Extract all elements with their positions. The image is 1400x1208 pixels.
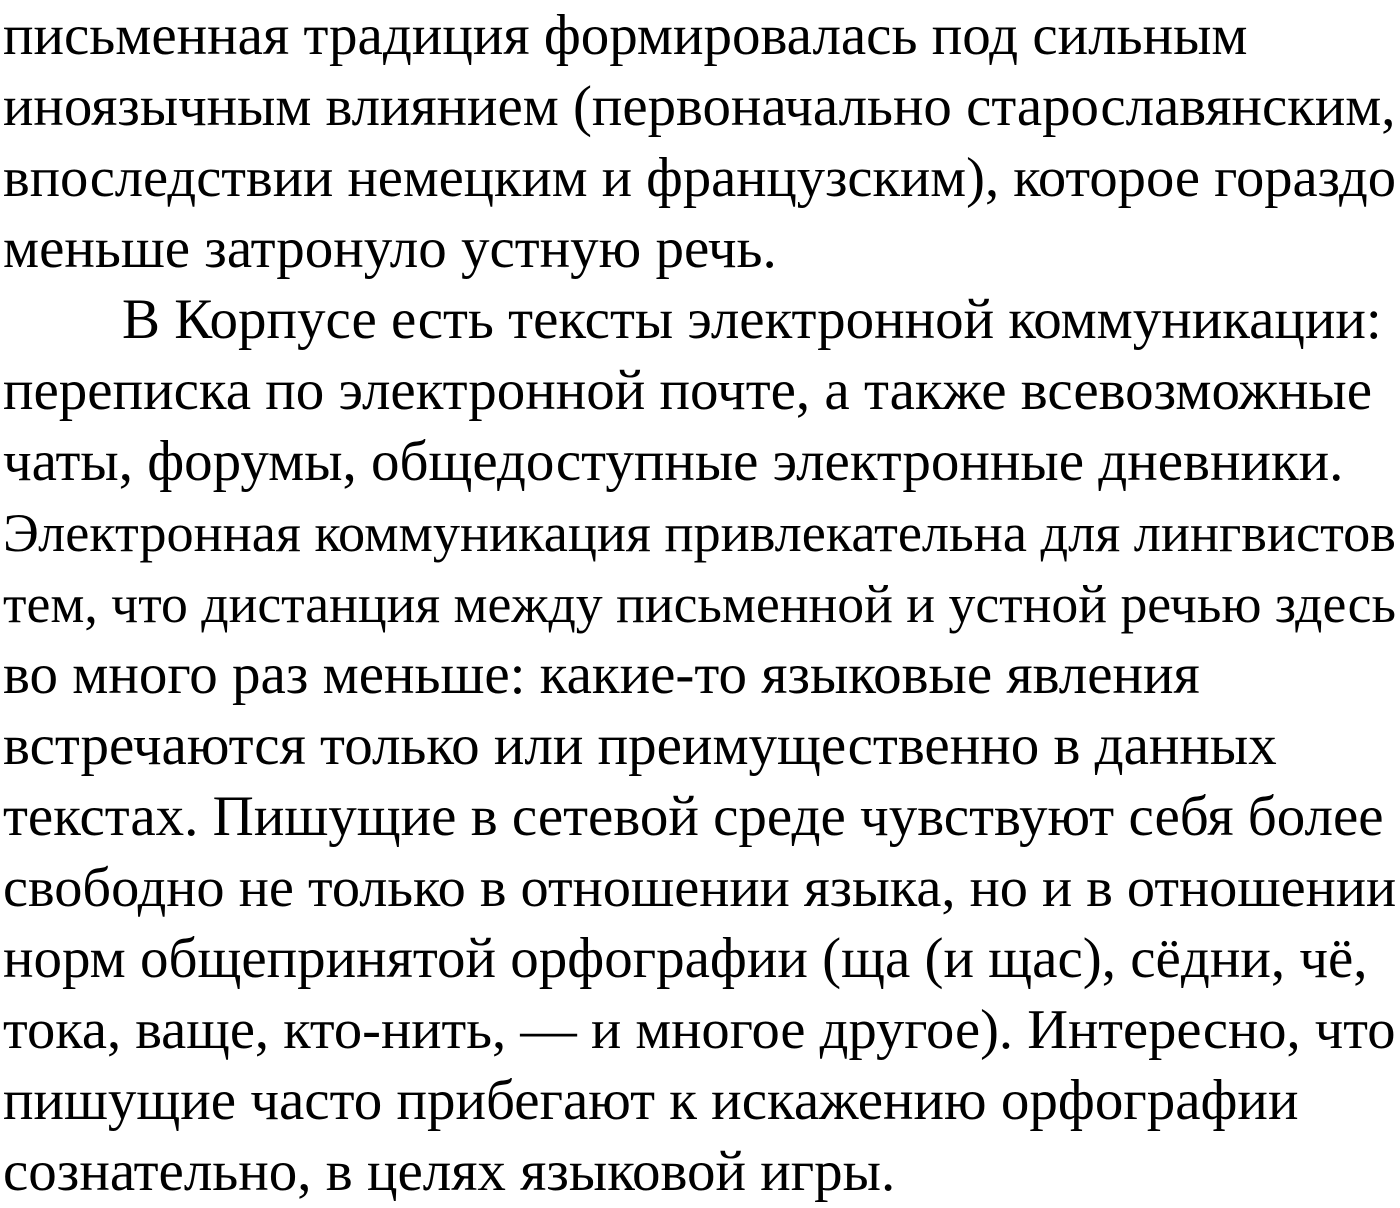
paragraph-2-line-7: встречаются только или преимущественно в данных — [3, 714, 1277, 777]
paragraph-2-line-11: тока, ваще, кто-нить, — и многое другое). Интересно, что — [3, 999, 1396, 1061]
paragraph-1-line-4: меньше затронуло устную речь. — [3, 217, 777, 280]
paragraph-2-line-5: тем, что дистанция между письменной и устной речью здесь — [3, 574, 1396, 634]
paragraph-1-line-1: письменная традиция формировалась под сильным — [3, 4, 1248, 67]
paragraph-2-line-10: норм общепринятой орфографии (ща (и щас), сёдни, чё, — [3, 927, 1368, 990]
paragraph-2-line-3: чаты, форумы, общедоступные электронные дневники. — [3, 430, 1344, 493]
paragraph-2-line-1: В Корпусе есть тексты электронной коммуникации: — [122, 288, 1382, 351]
paragraph-2-line-12: пишущие часто прибегают к искажению орфографии — [3, 1069, 1299, 1132]
paragraph-2-line-2: переписка по электронной почте, а также всевозможные — [3, 359, 1373, 422]
paragraph-1-line-3: впоследствии немецким и французским), которое гораздо — [3, 147, 1397, 209]
paragraph-2-line-9: свободно не только в отношении языка, но и в отношении — [3, 857, 1397, 919]
paragraph-2-line-4: Электронная коммуникация привлекательна для лингвистов — [3, 503, 1396, 563]
paragraph-2-line-8: текстах. Пишущие в сетевой среде чувствуют себя более — [3, 785, 1384, 848]
paragraph-2-line-6: во много раз меньше: какие-то языковые явления — [3, 643, 1200, 706]
paragraph-2-line-13: сознательно, в целях языковой игры. — [3, 1140, 896, 1203]
paragraph-1-line-2: иноязычным влиянием (первоначально старославянским, — [3, 75, 1396, 138]
